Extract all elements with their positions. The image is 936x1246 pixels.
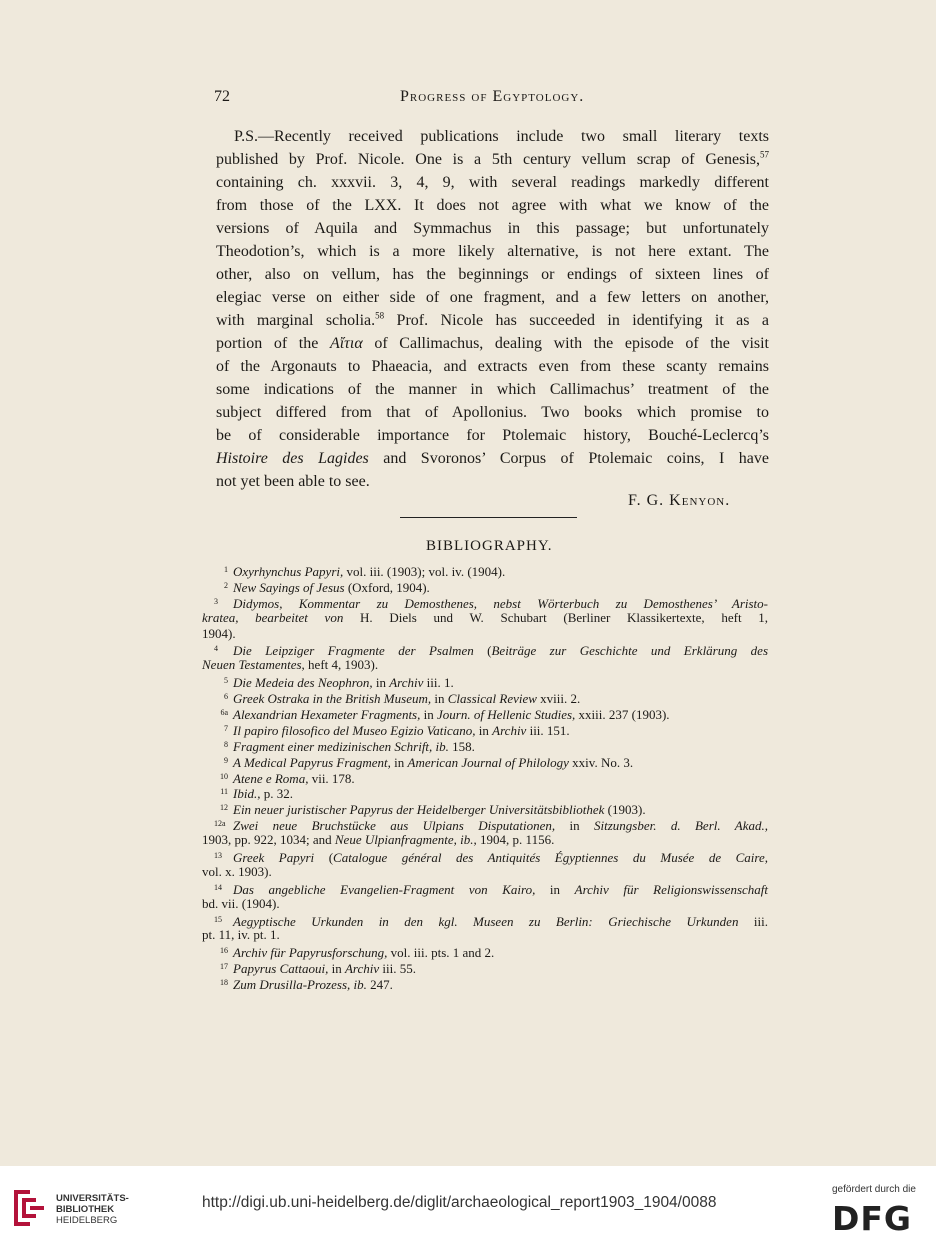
footnote-number: 14 <box>214 882 222 892</box>
footnote-number: 6a <box>220 708 228 718</box>
footnote-number: 9 <box>224 755 228 765</box>
text-run: in <box>431 691 448 707</box>
text-run: in <box>535 881 575 897</box>
text-run: 1903, pp. 922, 1034; and <box>202 832 335 848</box>
italic-text: A Medical Papyrus Fragment, <box>233 754 391 770</box>
university-library-logo-icon <box>10 1186 48 1230</box>
italic-text: Didymos, Kommentar zu Demosthenes, nebst Wörterbuch zu Demosthenes’ Aristo- <box>233 595 768 611</box>
text-run: 158. <box>448 738 475 754</box>
text-run: ( <box>473 643 492 659</box>
text-run: iii. <box>738 913 768 929</box>
bibliography-continuation <box>202 832 768 848</box>
footnote-number: 15 <box>214 914 222 924</box>
footnote-number: 3 <box>214 596 218 606</box>
italic-text: Αἴτια <box>329 335 363 352</box>
footnote-number: 5 <box>224 676 228 686</box>
source-url-link[interactable]: http://digi.ub.uni-heidelberg.de/diglit/archaeological_report1903_1904/0088 <box>202 1194 717 1211</box>
italic-text: Beiträge zur Geschichte und Erklärung des <box>491 643 768 659</box>
italic-text: Neue Ulpianfragmente, ib., <box>334 832 477 848</box>
library-name-line-3: HEIDELBERG <box>56 1215 118 1226</box>
bibliography-entry <box>202 673 768 689</box>
bibliography-continuation <box>202 927 768 943</box>
footnote-number: 11 <box>220 787 228 797</box>
text-run: be of considerable importance for Ptolemaic history, Bouché-Leclercq’s <box>216 427 769 444</box>
italic-text: Greek Ostraka in the British Museum, <box>233 691 432 707</box>
text-run: elegiac verse on either side of one fragment, and a few letters on another, <box>216 289 769 306</box>
italic-text: American Journal of Philology <box>407 754 569 770</box>
italic-text: Catalogue général des Antiquités Égyptiennes du Musée de Caire, <box>333 850 768 866</box>
funded-by-label: gefördert durch die <box>832 1184 916 1195</box>
text-run: published by Prof. Nicole. One is a 5th century vellum scrap of Genesis, <box>216 151 760 168</box>
text-run: in <box>372 675 390 691</box>
italic-text: Journ. of Hellenic Studies, <box>437 707 576 723</box>
text-run: from those of the LXX. It does not agree with what we know of the <box>216 197 769 214</box>
text-run: ( <box>314 850 334 866</box>
bibliography-entry <box>202 880 768 896</box>
footnote-marker: 57 <box>760 149 769 160</box>
italic-text: Il papiro filosofico del Museo Egizio Vaticano, <box>233 722 476 738</box>
text-run: portion of the <box>216 335 330 352</box>
running-head: Progress of Egyptology. <box>400 88 585 105</box>
bibliography-continuation <box>202 657 768 673</box>
italic-text: Ein neuer juristischer Papyrus der Heidelberger Universitätsbibliothek <box>233 802 605 818</box>
text-run: 1904). <box>202 625 236 641</box>
body-line <box>216 424 769 447</box>
text-run: (1903). <box>604 802 646 818</box>
footnote-number: 7 <box>224 723 228 733</box>
text-run: of Callimachus, dealing with the episode of the visit <box>362 335 770 352</box>
library-name <box>56 1193 129 1226</box>
italic-text: Archiv <box>344 961 380 977</box>
bibliography-entry <box>202 784 768 800</box>
body-line <box>216 217 769 240</box>
bibliography-entry <box>202 816 768 832</box>
italic-text: Zwei neue Bruchstücke aus Ulpians Disputationen, <box>233 818 556 834</box>
footer-bar <box>0 1166 936 1246</box>
body-line <box>216 125 769 148</box>
bibliography-entry <box>202 705 768 721</box>
bibliography-entry <box>202 943 768 959</box>
footnote-number: 17 <box>220 962 228 972</box>
page-number: 72 <box>214 88 230 105</box>
text-run: iii. 151. <box>526 722 570 738</box>
bibliography-entry <box>202 975 768 991</box>
library-name-line-1: UNIVERSITÄTS- <box>56 1193 129 1204</box>
body-line <box>216 148 769 171</box>
italic-text: Fragment einer medizinischen Schrift, ib. <box>233 738 449 754</box>
text-run: containing ch. xxxvii. 3, 4, 9, with several readings markedly different <box>216 174 769 191</box>
italic-text: Classical Review <box>447 691 537 707</box>
bibliography-continuation <box>202 896 768 912</box>
text-run: p. 32. <box>260 786 293 802</box>
bibliography-entry <box>202 721 768 737</box>
body-line <box>216 355 769 378</box>
bibliography-entry <box>202 737 768 753</box>
bibliography-continuation <box>202 610 768 626</box>
body-line <box>216 240 769 263</box>
italic-text: Ibid., <box>233 786 261 802</box>
footnote-number: 12 <box>220 803 228 813</box>
body-line <box>216 401 769 424</box>
bibliography-continuation <box>202 626 768 642</box>
italic-text: Archiv für Papyrusforschung, <box>233 945 388 961</box>
text-run: xviii. 2. <box>536 691 581 707</box>
text-run: subject differed from that of Apollonius. Two books which promise to <box>216 404 769 421</box>
text-run: heft 4, 1903). <box>304 657 379 673</box>
dfg-logo: DFG <box>832 1199 913 1238</box>
footnote-number: 13 <box>214 851 222 861</box>
italic-text: Aegyptische Urkunden in den kgl. Museen zu Berlin: Griechische Urkunden <box>233 913 739 929</box>
text-run: pt. 11, iv. pt. 1. <box>202 927 280 943</box>
body-line <box>216 194 769 217</box>
bibliography-title: BIBLIOGRAPHY. <box>426 538 553 554</box>
body-text <box>216 125 769 493</box>
bibliography-entry <box>202 562 768 578</box>
text-run: 1904, p. 1156. <box>476 832 555 848</box>
footnote-number: 18 <box>220 978 228 988</box>
text-run: Prof. Nicole has succeeded in identifying it as a <box>384 312 770 329</box>
text-run: vol. x. 1903). <box>202 863 272 879</box>
bibliography-list <box>202 562 768 991</box>
italic-text: Papyrus Cattaoui, <box>233 961 329 977</box>
bibliography-entry <box>202 800 768 816</box>
italic-text: Histoire des Lagides <box>216 450 369 467</box>
text-run: iii. 55. <box>379 961 416 977</box>
footnote-number: 2 <box>224 580 228 590</box>
text-run: vii. 178. <box>308 770 355 786</box>
italic-text: Sitzungsber. d. Berl. Akad., <box>594 818 768 834</box>
text-run: H. Diels und W. Schubart (Berliner Klassikertexte, heft 1, <box>343 609 768 625</box>
footnote-marker: 58 <box>375 310 385 321</box>
footnote-number: 16 <box>220 946 228 956</box>
text-run: vol. iii. pts. 1 and 2. <box>387 945 495 961</box>
italic-text: Neuen Testamentes, <box>202 657 305 673</box>
text-run: (Oxford, 1904). <box>344 579 430 595</box>
text-run: iii. 1. <box>423 675 454 691</box>
footnote-number: 6 <box>224 692 228 702</box>
footnote-number: 10 <box>220 771 228 781</box>
footnote-number: 12a <box>214 819 226 829</box>
bibliography-entry <box>202 578 768 594</box>
italic-text: Die Leipziger Fragmente der Psalmen <box>233 643 474 659</box>
text-run: other, also on vellum, has the beginnings or endings of sixteen lines of <box>216 266 769 283</box>
bibliography-entry <box>202 959 768 975</box>
italic-text: Archiv <box>389 675 424 691</box>
bibliography-continuation <box>202 864 768 880</box>
text-run: some indications of the manner in which Callimachus’ treatment of the <box>216 381 769 398</box>
italic-text: Greek Papyri <box>233 850 315 866</box>
bibliography-entry <box>202 912 768 928</box>
body-line <box>216 470 769 493</box>
library-name-line-2: BIBLIOTHEK <box>56 1204 115 1215</box>
text-run: with marginal scholia. <box>216 312 376 329</box>
author-signature: F. G. Kenyon. <box>628 492 731 509</box>
footnote-number: 1 <box>224 565 228 574</box>
bibliography-entry <box>202 769 768 785</box>
italic-text: kratea, bearbeitet von <box>202 609 344 625</box>
italic-text: New Sayings of Jesus <box>233 579 345 595</box>
italic-text: Die Medeia des Neophron, <box>233 675 373 691</box>
bibliography-entry <box>202 753 768 769</box>
text-run: of the Argonauts to Phaeacia, and extracts even from these scanty remains <box>216 358 769 375</box>
body-line <box>216 332 769 355</box>
text-run: Theodotion’s, which is a more likely alternative, is not here extant. The <box>216 243 769 260</box>
body-line <box>216 447 769 470</box>
footnote-number: 8 <box>224 739 228 749</box>
text-run: not yet been able to see. <box>216 473 370 490</box>
italic-text: Alexandrian Hexameter Fragments, <box>233 707 421 723</box>
section-rule <box>400 517 577 518</box>
italic-text: Archiv für Religionswissenschaft <box>574 881 769 897</box>
bibliography-entry <box>202 689 768 705</box>
body-line <box>216 263 769 286</box>
bibliography-entry <box>202 594 768 610</box>
text-run: bd. vii. (1904). <box>202 895 280 911</box>
italic-text: Atene e Roma, <box>233 770 309 786</box>
footnote-number: 4 <box>214 644 218 654</box>
text-run: in <box>390 754 408 770</box>
text-run: xxiv. No. 3. <box>568 754 634 770</box>
body-line <box>216 309 769 332</box>
text-run: P.S.—Recently received publications include two small literary texts <box>234 128 769 145</box>
italic-text: Archiv <box>492 722 527 738</box>
bibliography-entry <box>202 641 768 657</box>
text-run: 247. <box>366 977 393 993</box>
bibliography-entry <box>202 848 768 864</box>
text-run: versions of Aquila and Symmachus in this passage; but unfortunately <box>216 220 769 237</box>
text-run: in <box>475 722 493 738</box>
text-run: vol. iii. (1903); vol. iv. (1904). <box>343 564 506 579</box>
italic-text: Das angebliche Evangelien-Fragment von Kairo, <box>233 881 536 897</box>
text-run: in <box>328 961 345 977</box>
body-line <box>216 378 769 401</box>
body-line <box>216 286 769 309</box>
italic-text: Oxyrhynchus Papyri, <box>233 564 344 579</box>
text-run: in <box>555 818 594 834</box>
text-run: in <box>420 707 437 723</box>
text-run: and Svoronos’ Corpus of Ptolemaic coins, I have <box>368 450 769 467</box>
body-line <box>216 171 769 194</box>
text-run: xxiii. 237 (1903). <box>575 707 670 723</box>
italic-text: Zum Drusilla-Prozess, ib. <box>233 977 367 993</box>
